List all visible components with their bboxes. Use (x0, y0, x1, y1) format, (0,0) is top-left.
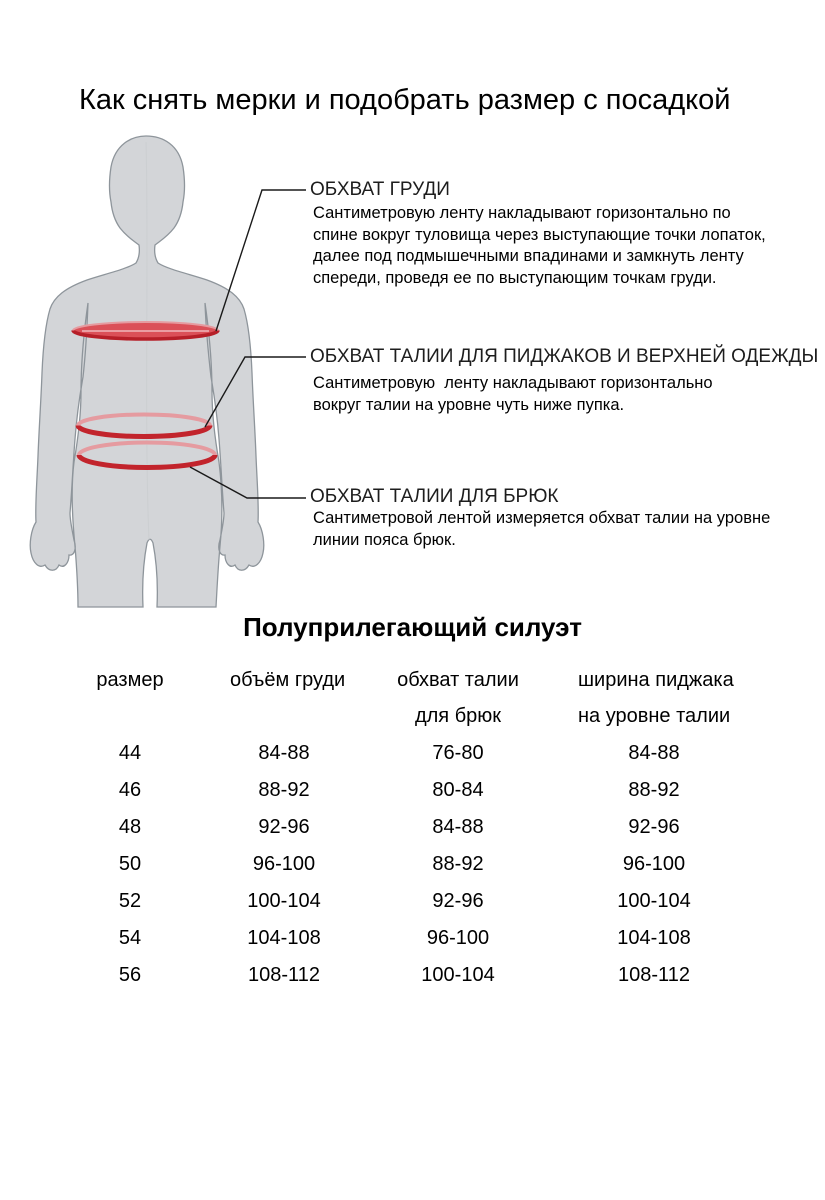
table-cell: 84-88 (432, 816, 484, 838)
table-cell: 80-84 (432, 779, 484, 801)
description-line: вокруг талии на уровне чуть ниже пупка. (313, 395, 625, 414)
table-cell: 54 (118, 927, 142, 949)
description-line: Сантиметровой лентой измеряется обхват талии на уровне (313, 509, 771, 527)
table-cell: 76-80 (432, 742, 484, 764)
table-title: Полуприлегающий силуэт (243, 612, 582, 642)
table-cell: 88-92 (258, 779, 310, 801)
col-header-waist-sub: для брюк (414, 705, 502, 727)
table-cell: 92-96 (432, 890, 484, 912)
description-line: Сантиметровую ленту накладывают горизонтально по (313, 204, 731, 222)
table-cell: 96-100 (252, 853, 316, 875)
table-cell: 84-88 (628, 742, 680, 764)
col-header-blank-1 (30, 704, 230, 728)
table-cell: 100-104 (421, 964, 495, 986)
section-heading-waist-trousers: ОБХВАТ ТАЛИИ ДЛЯ БРЮК (310, 486, 559, 507)
table-cell: 92-96 (628, 816, 680, 838)
col-header-chest: объём груди (230, 669, 346, 691)
table-cell: 56 (118, 964, 142, 986)
table-row (30, 926, 730, 950)
col-header-size: размер (96, 669, 164, 691)
table-cell: 100-104 (247, 890, 321, 912)
section-text-chest (313, 203, 766, 289)
col-header-jacket-width-sub: на уровне талии (578, 705, 731, 727)
table-cell: 88-92 (432, 853, 484, 875)
page-title: Как снять мерки и подобрать размер с посадкой (79, 84, 731, 116)
table-header-row-1 (30, 668, 734, 692)
table-cell: 50 (118, 853, 142, 875)
table-cell: 108-112 (618, 964, 690, 986)
table-row (30, 963, 730, 987)
table-cell: 108-112 (248, 964, 320, 986)
table-row (30, 778, 730, 802)
col-header-jacket-width: ширина пиджака (578, 669, 734, 691)
table-cell: 84-88 (258, 742, 310, 764)
table-cell: 96-100 (426, 927, 490, 949)
description-line: линии пояса брюк. (313, 530, 456, 549)
table-cell: 104-108 (247, 927, 321, 949)
col-header-waist: обхват талии (397, 669, 519, 691)
description-line: далее под подмышечными впадинами и замкнуть ленту (313, 247, 744, 265)
table-row (30, 852, 730, 876)
table-cell: 88-92 (628, 779, 680, 801)
table-cell: 48 (118, 816, 142, 838)
description-line: Сантиметровую ленту накладывают горизонтально (313, 374, 713, 392)
col-header-blank-2 (230, 704, 338, 728)
section-text-waist-trousers (313, 508, 770, 551)
section-heading-chest: ОБХВАТ ГРУДИ (310, 179, 450, 200)
table-row (30, 741, 730, 765)
description-line: спине вокруг туловища через выступающие точки лопаток, (313, 225, 766, 244)
table-cell: 100-104 (617, 890, 691, 912)
table-cell: 96-100 (622, 853, 686, 875)
table-row (30, 815, 730, 839)
table-header-row-2 (30, 704, 730, 728)
table-cell: 52 (118, 890, 142, 912)
section-heading-waist-jackets: ОБХВАТ ТАЛИИ ДЛЯ ПИДЖАКОВ И ВЕРХНЕЙ ОДЕЖДЫ (310, 346, 819, 367)
table-cell: 92-96 (258, 816, 310, 838)
table-cell: 44 (118, 742, 142, 764)
table-row (30, 889, 730, 913)
table-cell: 104-108 (617, 927, 691, 949)
description-line: спереди, проведя ее по выступающим точкам груди. (313, 268, 717, 287)
section-text-waist-jackets (313, 373, 713, 416)
table-cell: 46 (118, 779, 142, 801)
chest-measure-band (73, 322, 218, 339)
